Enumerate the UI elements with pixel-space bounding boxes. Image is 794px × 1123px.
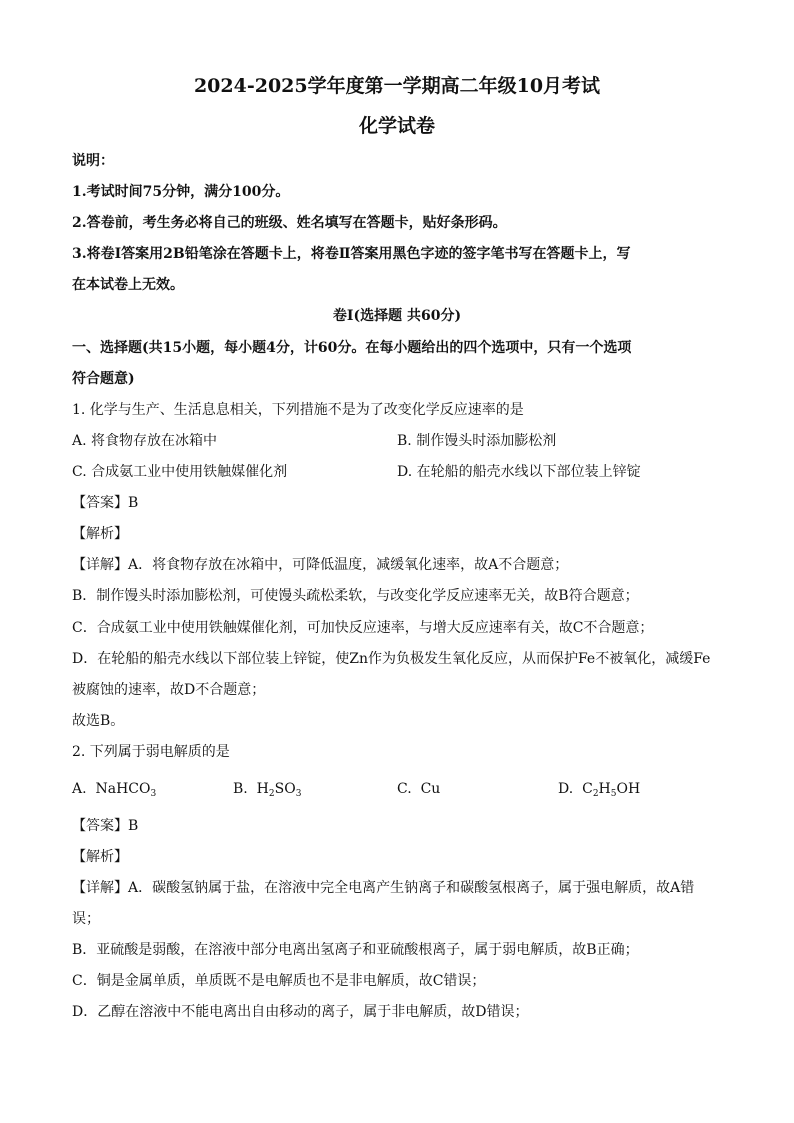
option-label: B. [233,781,248,797]
formula-part: H [256,781,269,797]
question-1-option-a: A. 将食物存放在冰箱中 [72,433,218,449]
question-2-option-a [72,780,156,798]
formula-subscript: 2 [268,789,275,799]
question-2-option-d [558,780,640,798]
formula-subscript: 5 [610,789,617,799]
instructions-label: 说明： [72,153,114,169]
question-1-detail-4: D．在轮船的船壳水线以下部位装上锌锭，使Zn作为负极发生氧化反应，从而保护Fe不被氧化，减缓Fe [72,651,711,667]
question-1-detail-3: C．合成氨工业中使用铁触媒催化剂，可加快反应速率，与增大反应速率有关，故C不合题意； [72,620,654,636]
formula-subscript: 2 [592,789,599,799]
section-heading-line1: 一、选择题(共15小题，每小题4分，计60分。在每小题给出的四个选项中，只有一个选项 [72,340,632,356]
formula-subscript: 3 [295,789,302,799]
instruction-item-3: 3.将卷Ⅰ答案用2B铅笔涂在答题卡上，将卷Ⅱ答案用黑色字迹的签字笔书写在答题卡上，写 [72,246,631,262]
question-2-answer: 【答案】B [72,818,139,834]
question-2-stem: 2. 下列属于弱电解质的是 [72,744,230,760]
option-label: D. [558,781,574,797]
question-2-detail-3: B．亚硫酸是弱酸，在溶液中部分电离出氢离子和亚硫酸根离子，属于弱电解质，故B正确； [72,942,639,958]
formula-part: Cu [420,781,441,797]
question-2-option-c [397,780,440,798]
section-title: 卷Ⅰ(选择题 共60分) [332,308,462,324]
question-2-detail-4: C．铜是金属单质，单质既不是电解质也不是非电解质，故C错误； [72,973,486,989]
formula-part: SO [274,781,296,797]
instruction-item-2: 2.答卷前，考生务必将自己的班级、姓名填写在答题卡，贴好条形码。 [72,215,507,231]
question-1-option-b: B. 制作馒头时添加膨松剂 [397,433,557,449]
question-1-detail-5: 被腐蚀的速率，故D不合题意； [72,682,266,698]
exam-subtitle: 化学试卷 [358,115,435,137]
question-1-answer: 【答案】B [72,495,139,511]
question-1-stem: 1. 化学与生产、生活息息相关，下列措施不是为了改变化学反应速率的是 [72,402,524,418]
formula-part: C [582,781,593,797]
question-2-option-b [233,780,301,798]
question-1-option-c: C. 合成氨工业中使用铁触媒催化剂 [72,464,288,480]
question-1-detail-1: 【详解】A．将食物存放在冰箱中，可降低温度，减缓氧化速率，故A不合题意； [72,557,569,573]
question-1-detail-2: B．制作馒头时添加膨松剂，可使馒头疏松柔软，与改变化学反应速率无关，故B符合题意； [72,588,639,604]
question-2-analysis-label: 【解析】 [72,849,128,865]
formula-part: H [598,781,611,797]
formula-subscript: 3 [150,789,157,799]
option-label: A. [72,781,87,797]
question-1-option-d: D. 在轮船的船壳水线以下部位装上锌锭 [397,464,641,480]
question-2-detail-1: 【详解】A．碳酸氢钠属于盐，在溶液中完全电离产生钠离子和碳酸氢根离子，属于强电解质，故A错 [72,880,695,896]
question-1-conclusion: 故选B。 [72,713,125,729]
formula-part: NaHCO [95,781,151,797]
section-heading-line2: 符合题意) [72,371,135,387]
question-2-detail-5: D．乙醇在溶液中不能电离出自由移动的离子，属于非电解质，故D错误； [72,1004,529,1020]
instruction-item-1: 1.考试时间75分钟，满分100分。 [72,184,290,200]
exam-title: 2024-2025学年度第一学期高二年级10月考试 [193,75,601,97]
option-label: C. [397,781,412,797]
question-2-detail-2: 误； [72,911,100,927]
instruction-item-3-cont: 在本试卷上无效。 [72,277,184,293]
question-1-analysis-label: 【解析】 [72,526,128,542]
formula-part: OH [616,781,641,797]
